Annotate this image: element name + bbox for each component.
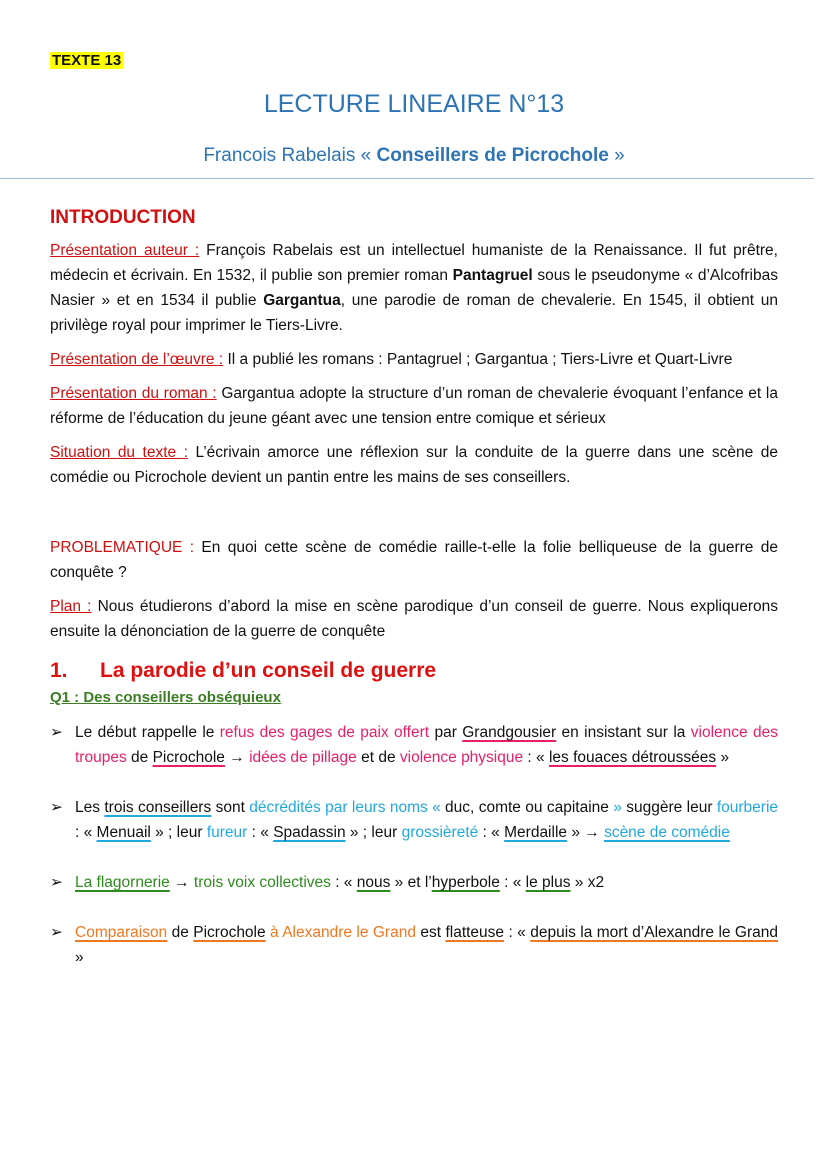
text-run: : « xyxy=(499,874,526,891)
text-run: , une parodie de roman de chevalerie. En 1545, il obtient un privilège royal pour imprimer le Tiers-Livre. xyxy=(50,292,779,334)
text-run: » ; leur xyxy=(345,824,402,841)
text-run: Il a publié les romans : Pantagruel ; Gargantua ; Tiers-Livre et Quart-Livre xyxy=(223,351,733,368)
text-run: → xyxy=(224,749,250,766)
text-run: En quoi cette scène de comédie raille-t-elle la folie belliqueuse de la guerre de conquête ? xyxy=(50,539,778,581)
section-number: 1. xyxy=(50,659,68,682)
highlighted-phrase: refus des gages de paix offert xyxy=(219,724,430,741)
underlined-term: les fouaces détroussées xyxy=(548,749,717,766)
text-run: et de xyxy=(356,749,400,766)
underlined-term: Comparaison xyxy=(75,924,168,941)
section-label: Présentation du roman : xyxy=(50,385,217,402)
text-run: Le début rappelle le xyxy=(75,724,220,741)
intro-paragraph xyxy=(50,381,778,431)
text-run: sont xyxy=(211,799,250,816)
text-run: » x2 xyxy=(570,874,605,891)
underlined-term: La flagornerie xyxy=(75,874,170,891)
section-label: Plan : xyxy=(50,598,92,615)
text-run: : « xyxy=(504,924,531,941)
bullet-item xyxy=(50,720,778,770)
underlined-term: Grandgousier xyxy=(462,724,557,741)
text-run: de xyxy=(167,924,194,941)
underlined-term: Picrochole xyxy=(193,924,266,941)
text-run: de xyxy=(126,749,153,766)
text-run: : « xyxy=(330,874,357,891)
highlighted-phrase: idées de pillage xyxy=(249,749,357,766)
section-label: Présentation de l’œuvre : xyxy=(50,351,224,368)
text-run: » → xyxy=(567,824,605,841)
text-run: PROBLEMATIQUE : xyxy=(50,539,195,556)
document-body xyxy=(50,205,778,995)
text-run: Gargantua xyxy=(263,292,341,309)
plan-paragraph xyxy=(50,594,778,644)
underlined-term: Spadassin xyxy=(273,824,346,841)
highlighted-phrase: fureur xyxy=(206,824,248,841)
highlighted-phrase: violence physique xyxy=(399,749,524,766)
intro-paragraph xyxy=(50,347,778,372)
section-heading xyxy=(50,658,778,683)
underlined-term: hyperbole xyxy=(431,874,500,891)
intro-paragraph xyxy=(50,440,778,490)
section-title: La parodie d’un conseil de guerre xyxy=(100,659,437,682)
highlighted-phrase: décrédités par leurs noms « xyxy=(249,799,441,816)
arrowhead-bullet-icon: ➢ xyxy=(50,924,63,941)
header-divider xyxy=(0,178,814,179)
underlined-term: scène de comédie xyxy=(604,824,730,841)
underlined-term: trois conseillers xyxy=(104,799,212,816)
text-run: est xyxy=(415,924,446,941)
underlined-term: Menuail xyxy=(96,824,151,841)
arrowhead-bullet-icon: ➢ xyxy=(50,799,63,816)
subtitle-author: Francois Rabelais « xyxy=(203,145,377,166)
text-run: suggère leur xyxy=(621,799,717,816)
underlined-term: Picrochole xyxy=(152,749,225,766)
arrowhead-bullet-icon: ➢ xyxy=(50,724,63,741)
text-run: : « xyxy=(75,824,97,841)
highlighted-phrase: grossièreté xyxy=(401,824,479,841)
highlighted-phrase: à Alexandre le Grand xyxy=(265,924,416,941)
subtitle-work: Conseillers de Picrochole xyxy=(376,145,609,166)
bullet-item xyxy=(50,920,778,970)
introduction-heading: INTRODUCTION xyxy=(50,207,196,228)
text-run: François Rabelais est un intellectuel humaniste de la Renaissance. Il fut prêtre, médecin et écrivain. En 1532, il publie son premier roman xyxy=(50,242,778,284)
text-run: sous le pseudonyme « d’Alcofribas Nasier » et en 1534 il publie xyxy=(50,267,778,309)
page-subtitle xyxy=(0,145,828,167)
underlined-term: flatteuse xyxy=(445,924,505,941)
text-run: : « xyxy=(478,824,505,841)
text-run: » xyxy=(75,949,84,966)
page-title: LECTURE LINEAIRE N°13 xyxy=(263,90,565,118)
highlighted-phrase: violence des troupes xyxy=(75,724,779,766)
text-run: Nous étudierons d’abord la mise en scène parodique d’un conseil de guerre. Nous expliquerons ensuite la dénonciation de la guerre de conquête xyxy=(50,598,778,640)
text-run: Pantagruel xyxy=(452,267,533,284)
problematique-paragraph xyxy=(50,535,778,585)
text-number-tag: TEXTE 13 xyxy=(52,52,122,69)
text-run: duc, comte ou capitaine xyxy=(440,799,614,816)
subtitle-close: » xyxy=(608,145,625,166)
underlined-term: depuis la mort d’Alexandre le Grand xyxy=(530,924,778,941)
underlined-term: le plus xyxy=(525,874,571,891)
text-run: : « xyxy=(523,749,549,766)
text-run: → xyxy=(169,874,194,891)
text-run: en insistant sur la xyxy=(556,724,691,741)
underlined-term: Merdaille xyxy=(504,824,568,841)
text-run: » xyxy=(716,749,730,766)
text-run: : « xyxy=(247,824,274,841)
text-run: » ; leur xyxy=(150,824,207,841)
text-run: Gargantua adopte la structure d’un roman de chevalerie évoquant l’enfance et la réforme de l’éducation du jeune géant avec une tension entre comique et sérieux xyxy=(50,385,779,427)
highlighted-phrase: trois voix collectives xyxy=(193,874,331,891)
section-label: Situation du texte : xyxy=(50,444,188,461)
intro-paragraph xyxy=(50,238,778,338)
bullet-item xyxy=(50,870,778,895)
text-run: Les xyxy=(75,799,105,816)
highlighted-phrase: » xyxy=(613,799,622,816)
text-run: » et l’ xyxy=(390,874,432,891)
section-label: Présentation auteur : xyxy=(50,242,200,259)
text-run: par xyxy=(429,724,463,741)
arrowhead-bullet-icon: ➢ xyxy=(50,874,63,891)
bullet-item xyxy=(50,795,778,845)
underlined-term: nous xyxy=(356,874,391,891)
text-run: L’écrivain amorce une réflexion sur la conduite de la guerre dans une scène de comédie ou Picrochole devient un pantin entre les mains de ses conseillers. xyxy=(50,444,778,486)
question-heading: Q1 : Des conseillers obséquieux xyxy=(50,689,281,706)
highlighted-phrase: fourberie xyxy=(716,799,779,816)
